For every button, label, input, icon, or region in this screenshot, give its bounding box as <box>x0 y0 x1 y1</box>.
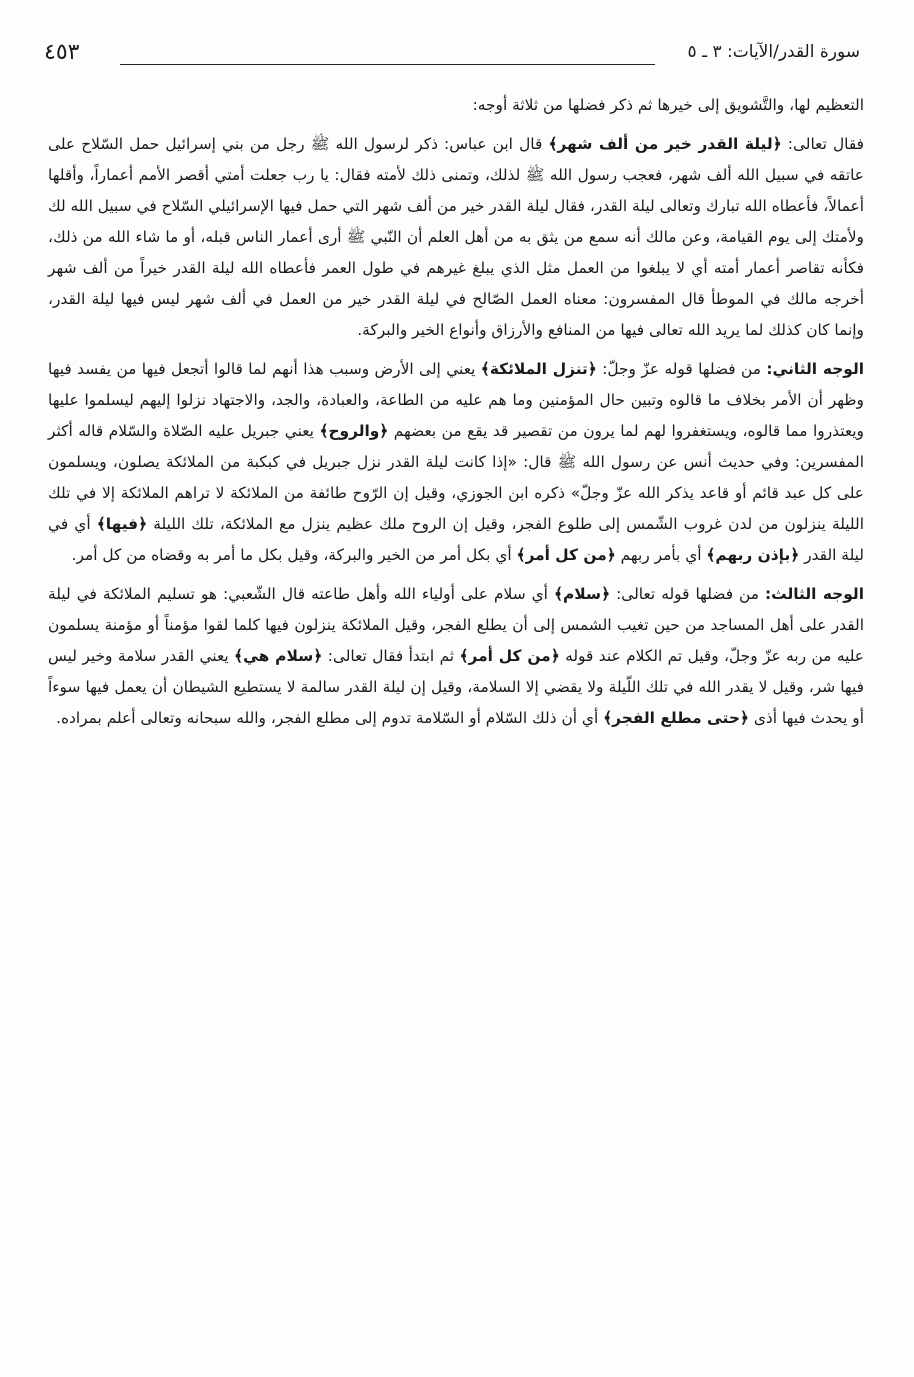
quran-quote: ﴿من كل أمر﴾ <box>459 647 560 665</box>
paragraph-text: يعني جبريل عليه الصّلاة والسّلام قاله أكثر المفسرين: وفي حديث أنس عن رسول الله ﷺ قال: «إذا كانت ليلة القدر نزل جبريل في كبكبة من الملائكة يصلون، ويسلمون على كل عبد قائم أو قاعد يذكر الله عزّ وجلّ» ذكره ابن الجوزي، وقيل إن الرّوح طائفة من الملائكة لا تراهم الملائكة إلا في تلك الليلة ينزلون من لدن غروب الشّمس إلى طلوع الفجر، وقيل إن الروح ملك عظيم ينزل مع الملائكة، تلك الليلة <box>48 422 864 533</box>
paragraph-4 <box>48 579 864 734</box>
paragraph-1 <box>48 90 864 121</box>
paragraph-text: قال ابن عباس: ذكر لرسول الله ﷺ رجل من بني إسرائيل حمل السّلاح على عاتقه في سبيل الله ألف شهر، فعجب رسول الله ﷺ لذلك، وتمنى ذلك لأمته فقال: يا رب جعلت أمتي أقصر الأمم أعماراً، وأقلها أعمالاً، فأعطاه الله تبارك وتعالى ليلة القدر، فقال ليلة القدر خير من ألف شهر التي حمل فيها الإسرائيلي السّلاح في سبيل الله لك ولأمتك إلى يوم القيامة، وعن مالك أنه سمع من يثق به من أهل العلم أن النّبي ﷺ أرى أعمار الناس قبله، أو ما شاء الله من ذلك، فكأنه تقاصر أعمار أمته أي لا يبلغوا من العمل مثل الذي يبلغ غيرهم في طول العمر فأعطاه الله ليلة القدر خيراً من ألف شهر أخرجه مالك في الموطأ قال المفسرون: معناه العمل الصّالح في ليلة القدر خير من العمل في ألف شهر ليس فيها ليلة القدر، وإنما كان كذلك لما يريد الله تعالى فيها من المنافع والأرزاق وأنواع الخير والبركة. <box>48 135 864 339</box>
paragraph-text: من فضلها قوله تعالى: <box>610 585 766 603</box>
paragraph-text: أي أن ذلك السّلام أو السّلامة تدوم إلى مطلع الفجر، والله سبحانه وتعالى أعلم بمراده. <box>56 709 604 727</box>
header-rule <box>120 64 655 65</box>
paragraph-text: من فضلها قوله عزّ وجلّ: <box>596 360 767 378</box>
quran-quote: ﴿بإذن ربهم﴾ <box>706 546 800 564</box>
quran-quote: ﴿تنزل الملائكة﴾ <box>480 360 597 378</box>
paragraph-2 <box>48 129 864 346</box>
paragraph-text: أي بأمر ربهم <box>615 546 707 564</box>
paragraph-text: يعني القدر سلامة وخير ليس فيها شر، وقيل لا يقدر الله في تلك اللّيلة ولا يقضي إلا السلامة، وقيل إن ليلة القدر سالمة لا يستطيع الشيطان أن يعمل فيها سوءاً أو يحدث فيها أذى <box>48 647 864 727</box>
paragraph-3 <box>48 354 864 571</box>
page-body <box>48 90 864 740</box>
quran-quote: ﴿سلام﴾ <box>553 585 611 603</box>
paragraph-text: أي سلام على أولياء الله وأهل طاعته قال الشّعبي: هو تسليم الملائكة في ليلة القدر على أهل المساجد من حين تغيب الشمس إلى أن يطلع الفجر، وقيل الملائكة ينزلون فيها كلما لقوا مؤمناً أو مؤمنة يسلمون عليه من ربه عزّ وجلّ، وقيل تم الكلام عند قوله <box>48 585 864 665</box>
section-heading: الوجه الثالث: <box>765 585 864 603</box>
paragraph-text: أي في ليلة القدر <box>48 515 864 564</box>
paragraph-text: التعظيم لها، والتَّشويق إلى خيرها ثم ذكر فضلها من ثلاثة أوجه: <box>472 96 864 114</box>
paragraph-text: أي بكل أمر من الخير والبركة، وقيل بكل ما أمر به وقضاه من كل أمر. <box>71 546 517 564</box>
quran-quote: ﴿ليلة القدر خير من ألف شهر﴾ <box>548 135 782 153</box>
running-title: سورة القدر/الآيات: ٣ ـ ٥ <box>687 42 860 62</box>
quran-quote: ﴿فيها﴾ <box>96 515 148 533</box>
quran-quote: ﴿من كل أمر﴾ <box>516 546 616 564</box>
quran-quote: ﴿حتى مطلع الفجر﴾ <box>603 709 749 727</box>
paragraph-text: فقال تعالى: <box>781 135 865 153</box>
paragraph-text: يعني إلى الأرض وسبب هذا أنهم لما قالوا أتجعل فيها من يفسد فيها وظهر أن الأمر بخلاف ما قالوه وتبين حال المؤمنين وما هم عليه من الطاعة، والعبادة، والجد، والاجتهاد نزلوا إليهم ليسلموا عليها ويعتذروا مما قالوه، ويستغفروا لهم لما يرون من تقصير قد يقع من بعضهم <box>48 360 864 440</box>
paragraph-text: ثم ابتدأ فقال تعالى: <box>322 647 460 665</box>
page-header <box>42 40 860 74</box>
quran-quote: ﴿والروح﴾ <box>319 422 389 440</box>
section-heading: الوجه الثاني: <box>766 360 865 378</box>
quran-quote: ﴿سلام هي﴾ <box>234 647 323 665</box>
page-number: ٤٥٣ <box>44 40 80 65</box>
